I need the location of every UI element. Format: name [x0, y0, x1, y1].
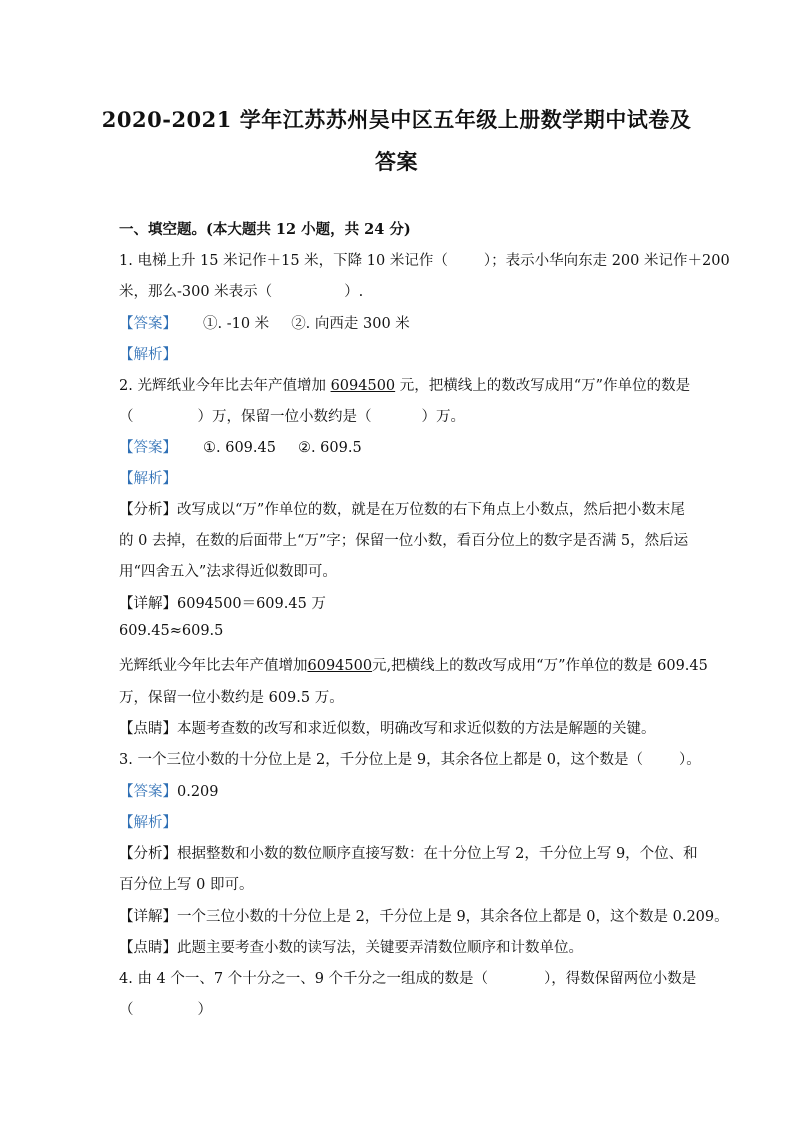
q2-detail-text3a: 光辉纸业今年比去年产值增加 [119, 658, 308, 674]
q3-fenxi-text1: 根据整数和小数的数位顺序直接写数：在十分位上写 2，千分位上写 9，个位、和 [177, 846, 698, 862]
q2-text-d: ）万，保留一位小数约是（ [197, 409, 372, 425]
q2-text-b: 元，把横线上的数改写成用“万”作单位的数是 [395, 378, 691, 394]
q4-text-a: 4. 由 4 个一、7 个十分之一、9 个千分之一组成的数是（ [119, 971, 489, 987]
review-tag: 【点睛】 [119, 940, 177, 956]
q2-review-text: 本题考查数的改写和求近似数，明确改写和求近似数的方法是解题的关键。 [177, 721, 656, 737]
q2-fenxi-line1 [119, 498, 685, 519]
q4-text-b: ），得数保留两位小数是 [544, 971, 697, 987]
q2-detail-underlined-number: 6094500 [307, 658, 373, 674]
q2-fenxi-line2: 的 0 去掉，在数的后面带上“万”字；保留一位小数，看百分位上的数字是否满 5，然后运 [119, 533, 689, 549]
q2-detail-text1: 6094500＝609.45 万 [177, 596, 326, 612]
q2-detail-line4: 万，保留一位小数约是 609.5 万。 [119, 690, 344, 706]
fenxi-tag: 【分析】 [119, 502, 177, 518]
q3-answer [119, 780, 219, 801]
q3-text-b: ）。 [678, 752, 701, 768]
q3-detail-text: 一个三位小数的十分位上是 2，千分位上是 9，其余各位上都是 0，这个数是 0.209。 [177, 909, 729, 925]
q2-underlined-number: 6094500 [330, 378, 396, 394]
q1-answer-1: ①. -10 米 [203, 316, 270, 332]
q1-line1 [119, 249, 730, 270]
q2-detail-line2: 609.45≈609.5 [119, 623, 224, 639]
detail-tag: 【详解】 [119, 909, 177, 925]
q3-review-text: 此题主要考查小数的读写法，关键要弄清数位顺序和计数单位。 [177, 940, 583, 956]
answer-tag: 【答案】 [119, 440, 177, 456]
q2-fenxi-line3: 用“四舍五入”法求得近似数即可。 [119, 564, 337, 580]
q1-line2 [119, 280, 363, 301]
q2-text-c: （ [119, 409, 134, 425]
q3-detail-line [119, 905, 729, 926]
q2-answer [119, 436, 362, 457]
q2-review-line [119, 717, 656, 738]
q2-text-e: ）万。 [421, 409, 465, 425]
q3-review-line [119, 936, 583, 957]
q1-text-d: ）. [344, 284, 364, 300]
q4-line1 [119, 967, 696, 988]
q3-fenxi-line1 [119, 842, 698, 863]
q2-answer-1: ①. 609.45 [203, 440, 276, 456]
q2-detail-line3 [119, 654, 708, 675]
q3-analysis-tag: 【解析】 [119, 815, 177, 831]
q2-fenxi-text1: 改写成以“万”作单位的数，就是在万位数的右下角点上小数点，然后把小数末尾 [177, 502, 685, 518]
detail-tag: 【详解】 [119, 596, 177, 612]
q1-text-c: 米，那么-300 米表示（ [119, 284, 273, 300]
q1-text-b: ）；表示小华向东走 200 米记作＋200 [483, 253, 730, 269]
q4-text-d: ） [197, 1002, 212, 1018]
section-heading: 一、填空题。(本大题共 12 小题，共 24 分) [119, 221, 411, 238]
q1-text-a: 1. 电梯上升 15 米记作＋15 米，下降 10 米记作（ [119, 253, 448, 269]
q1-answer-2: ②. 向西走 300 米 [291, 316, 410, 332]
q4-text-c: （ [119, 1002, 134, 1018]
q3-text-a: 3. 一个三位小数的十分位上是 2，千分位上是 9，其余各位上都是 0，这个数是（ [119, 752, 643, 768]
q2-line2 [119, 405, 465, 426]
q1-answer [119, 312, 410, 333]
q2-detail-line1 [119, 592, 326, 613]
q2-answer-2: ②. 609.5 [297, 440, 362, 456]
answer-tag: 【答案】 [119, 316, 177, 332]
q2-text-a: 2. 光辉纸业今年比去年产值增加 [119, 378, 331, 394]
q3-fenxi-line2: 百分位上写 0 即可。 [119, 877, 254, 893]
q2-analysis-tag: 【解析】 [119, 471, 177, 487]
document-title-line1: 2020-2021 学年江苏苏州吴中区五年级上册数学期中试卷及 [101, 107, 692, 132]
q2-line1 [119, 374, 690, 395]
fenxi-tag: 【分析】 [119, 846, 177, 862]
q2-detail-text3b: 元,把横线上的数改写成用“万”作单位的数是 609.45 [372, 658, 708, 674]
answer-tag: 【答案】 [119, 784, 177, 800]
document-title-line2: 答案 [375, 149, 418, 174]
q3-answer-value: 0.209 [177, 784, 219, 800]
q3-line1 [119, 748, 701, 769]
review-tag: 【点睛】 [119, 721, 177, 737]
q1-analysis-tag: 【解析】 [119, 347, 177, 363]
q4-line2 [119, 998, 212, 1019]
